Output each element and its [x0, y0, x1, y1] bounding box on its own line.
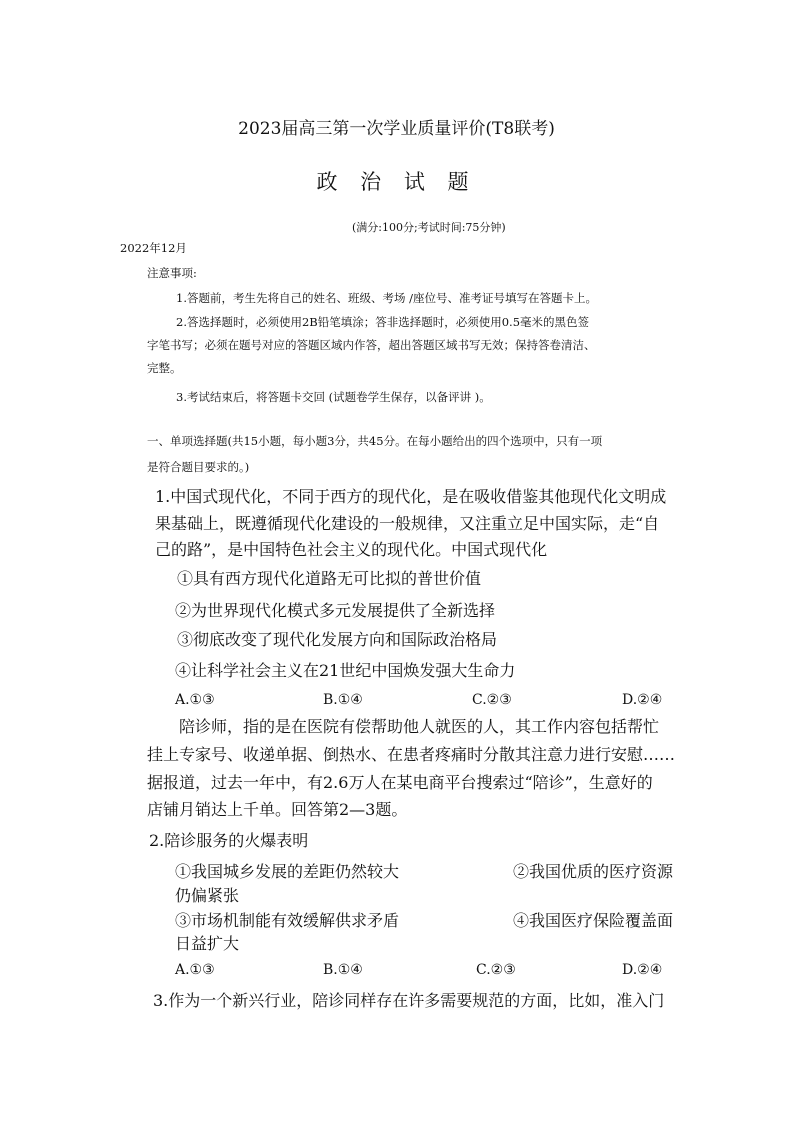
notice-item-2-line-3: 完整。: [147, 361, 182, 375]
q2-option-4-continued: 日益扩大: [175, 934, 240, 953]
q2-choice-c: C.②③: [476, 962, 516, 978]
subject-title: 政 治 试 题: [316, 170, 477, 194]
q2-option-2: ②我国优质的医疗资源: [513, 862, 674, 881]
q1-option-2: ②为世界现代化模式多元发展提供了全新选择: [175, 601, 496, 620]
passage-line-1: 陪诊师，指的是在医院有偿帮助他人就医的人，其工作内容包括帮忙: [179, 717, 660, 736]
exam-meta: (满分:100分;考试时间:75分钟): [352, 221, 506, 234]
q1-stem-line-2: 果基础上，既遵循现代化建设的一般规律，又注重立足中国实际，走“自: [155, 514, 660, 533]
q2-option-1: ①我国城乡发展的差距仍然较大: [175, 862, 400, 881]
q1-stem-line-3: 己的路”，是中国特色社会主义的现代化。中国式现代化: [155, 540, 548, 559]
notice-item-1: 1.答题前，考生先将自己的姓名、班级、考场 /座位号、准考证号填写在答题卡上。: [176, 291, 597, 305]
q2-choice-d: D.②④: [622, 962, 663, 978]
passage-line-3: 据报道，过去一年中，有2.6万人在某电商平台搜索过“陪诊”，生意好的: [147, 773, 653, 792]
passage-line-2: 挂上专家号、收递单据、倒热水、在患者疼痛时分散其注意力进行安慰……: [147, 745, 676, 764]
section-heading-line-1: 一、单项选择题(共15小题，每小题3分，共45分。在每小题给出的四个选项中，只有一项: [147, 434, 603, 448]
q2-option-4: ④我国医疗保险覆盖面: [513, 911, 674, 930]
q1-option-4: ④让科学社会主义在21世纪中国焕发强大生命力: [175, 661, 516, 680]
q1-choice-d: D.②④: [622, 692, 663, 708]
section-heading-line-2: 是符合题目要求的。): [147, 460, 250, 474]
q3-stem-line-1: 3.作为一个新兴行业，陪诊同样存在许多需要规范的方面，比如，准入门: [153, 991, 665, 1010]
q1-option-3: ③彻底改变了现代化发展方向和国际政治格局: [177, 630, 498, 649]
passage-line-4: 店铺月销达上千单。回答第2—3题。: [147, 800, 408, 819]
q2-choice-b: B.①④: [323, 962, 363, 978]
notice-item-3: 3.考试结束后，将答题卡交回 (试题卷学生保存，以备评讲 )。: [176, 390, 491, 404]
exam-date: 2022年12月: [120, 241, 187, 255]
q1-stem-line-1: 1.中国式现代化，不同于西方的现代化，是在吸收借鉴其他现代化文明成: [155, 487, 667, 506]
q1-choice-c: C.②③: [472, 692, 512, 708]
notice-item-2-line-1: 2.答选择题时，必须使用2B铅笔填涂；答非选择题时，必须使用0.5毫米的黑色签: [176, 315, 590, 329]
q2-option-2-continued: 仍偏紧张: [175, 886, 240, 905]
q2-option-3: ③市场机制能有效缓解供求矛盾: [175, 911, 400, 930]
q1-choice-a: A.①③: [175, 692, 215, 708]
q1-choice-b: B.①④: [323, 692, 363, 708]
q2-stem: 2.陪诊服务的火爆表明: [149, 831, 309, 850]
notice-item-2-line-2: 字笔书写；必须在题号对应的答题区域内作答，超出答题区域书写无效；保持答卷清洁、: [147, 338, 596, 352]
q2-choice-a: A.①③: [175, 962, 215, 978]
notice-heading: 注意事项:: [147, 266, 197, 280]
exam-title: 2023届高三第一次学业质量评价(T8联考): [238, 119, 555, 139]
q1-option-1: ①具有西方现代化道路无可比拟的普世价值: [177, 569, 482, 588]
